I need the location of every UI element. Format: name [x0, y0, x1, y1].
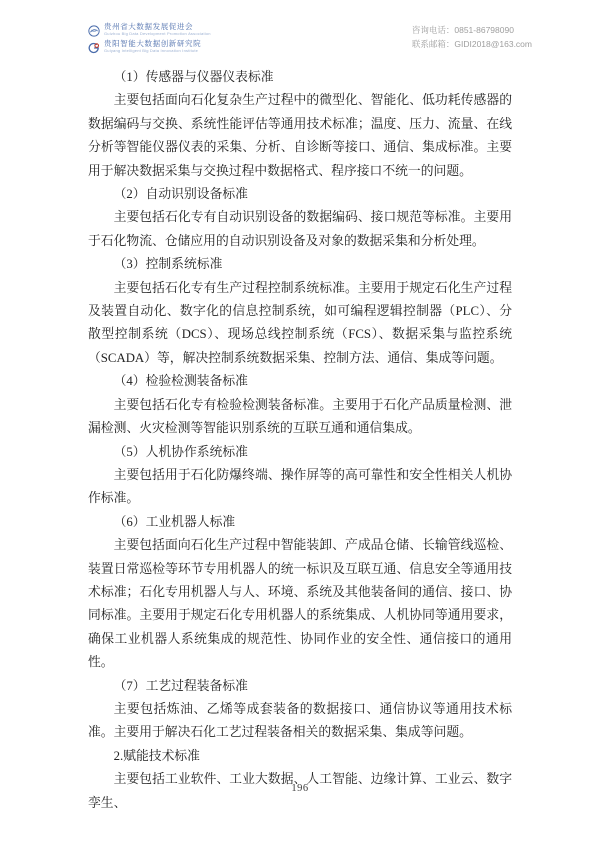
institute-logo-texts	[104, 40, 201, 53]
paragraph: 主要包括面向石化复杂生产过程中的微型化、智能化、低功耗传感器的数据编码与交换、系统性能评估等通用技术标准；温度、压力、流量、在线分析等智能仪器仪表的采集、分析、自诊断等接口、通信、集成标准。主要用于解决数据采集与交换过程中数据格式、程序接口不统一的问题。	[88, 93, 512, 178]
paragraph: 主要包括用于石化防爆终端、操作屏等的高可靠性和安全性相关人机协作标准。	[88, 467, 512, 506]
paragraph: 主要包括工业软件、工业大数据、人工智能、边缘计算、工业云、数字孪生、	[88, 772, 512, 810]
association-name: 贵州省大数据发展促进会	[104, 22, 194, 31]
association-emblem-icon	[88, 24, 100, 36]
section-heading: （4）检验检测装备标准	[113, 374, 248, 389]
phone-label: 咨询电话：	[411, 25, 455, 35]
contact-block	[412, 23, 532, 51]
section-heading: （5）人机协作系统标准	[113, 444, 248, 459]
section-heading: （6）工业机器人标准	[113, 514, 236, 529]
institute-subtitle: Guiyang Intelligent Big Data Innovation Institute	[104, 48, 199, 53]
page-header	[88, 23, 532, 53]
section-heading: （7）工艺过程装备标准	[113, 678, 248, 693]
logo-institute	[88, 40, 211, 53]
paragraph: 主要包括石化专有检验检测装备标准。主要用于石化产品质量检测、泄漏检测、火灾检测等智能识别系统的互联互通和通信集成。	[88, 397, 512, 436]
paragraph: 主要包括石化专有生产过程控制系统标准。主要用于规定石化生产过程及装置自动化、数字化的信息控制系统，如可编程逻辑控制器（PLC）、分散型控制系统（DCS）、现场总线控制系统（FCS）、数据采集与监控系统（SCADA）等，解决控制系统数据采集、控制方法、通信、集成等问题。	[88, 280, 512, 365]
section-heading: （3）控制系统标准	[113, 257, 223, 272]
page-number: 196	[291, 783, 309, 794]
contact-email-line	[412, 37, 532, 51]
institute-emblem-icon	[88, 41, 100, 53]
paragraph: 主要包括炼油、乙烯等成套装备的数据接口、通信协议等通用技术标准。主要用于解决石化工艺过程装备相关的数据采集、集成等问题。	[88, 701, 512, 740]
institute-name: 贵阳智能大数据创新研究院	[104, 39, 202, 48]
section-heading: （1）传感器与仪器仪表标准	[113, 70, 274, 84]
document-body	[88, 66, 512, 815]
email-label: 联系邮箱：	[411, 39, 455, 49]
logo-association	[88, 23, 211, 36]
paragraph: 主要包括石化专有自动识别设备的数据编码、接口规范等标准。主要用于石化物流、仓储应用的自动识别设备及对象的数据采集和分析处理。	[88, 210, 512, 248]
paragraph: 主要包括面向石化生产过程中智能装卸、产成品仓储、长输管线巡检、装置日常巡检等环节专用机器人的统一标识及互联互通、信息安全等通用技术标准；石化专用机器人与人、环境、系统及其他装备间的通信、接口、协同标准。主要用于规定石化专用机器人的系统集成、人机协同等通用要求，确保工业机器人系统集成的规范性、协同作业的安全性、通信接口的通用性。	[88, 538, 512, 670]
section-heading: （2）自动识别设备标准	[113, 187, 248, 202]
email-value: GIDI2018@163.com	[454, 39, 532, 49]
section-heading: 2.赋能技术标准	[113, 748, 200, 763]
contact-phone-line	[412, 23, 532, 37]
association-logo-texts	[104, 23, 211, 36]
phone-value: 0851-86798090	[454, 25, 514, 35]
logo-stack	[88, 23, 211, 53]
association-subtitle: Guizhou Big Data Development Promotion Association	[104, 31, 211, 36]
